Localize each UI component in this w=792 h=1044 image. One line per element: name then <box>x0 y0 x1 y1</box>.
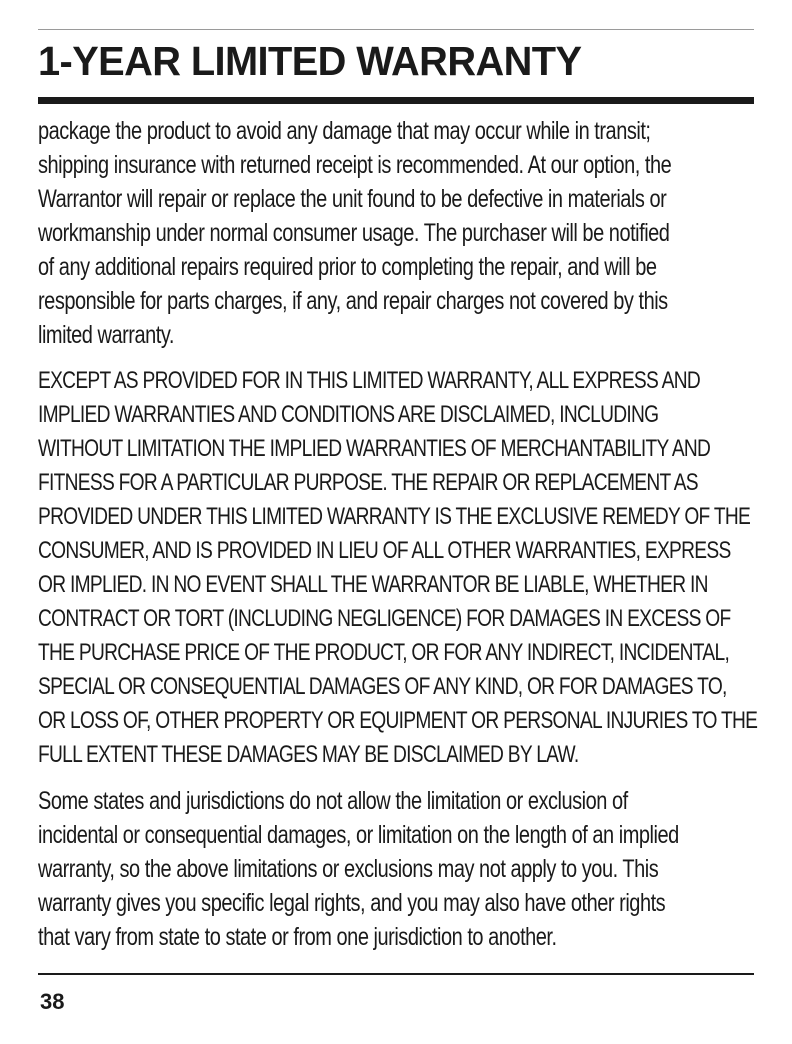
warranty-body <box>38 114 758 954</box>
page-title: 1-YEAR LIMITED WARRANTY <box>38 38 582 84</box>
text-line: warranty, so the above limitations or exclusions may not apply to you. This <box>38 855 659 883</box>
text-line: SPECIAL OR CONSEQUENTIAL DAMAGES OF ANY KIND, OR FOR DAMAGES TO, <box>38 673 727 700</box>
text-line: that vary from state to state or from one jurisdiction to another. <box>38 923 557 951</box>
footer-divider <box>38 973 754 975</box>
paragraph-state-rights <box>38 784 754 954</box>
text-line: FULL EXTENT THESE DAMAGES MAY BE DISCLAIMED BY LAW. <box>38 741 579 768</box>
text-line: Some states and jurisdictions do not allow the limitation or exclusion of <box>38 787 628 815</box>
page-number: 38 <box>40 989 65 1014</box>
text-line: shipping insurance with returned receipt is recommended. At our option, the <box>38 151 672 179</box>
text-line: limited warranty. <box>38 321 174 349</box>
text-line: responsible for parts charges, if any, and repair charges not covered by this <box>38 287 668 315</box>
text-line: of any additional repairs required prior to completing the repair, and will be <box>38 253 657 281</box>
text-line: package the product to avoid any damage that may occur while in transit; <box>38 117 651 145</box>
text-line: Warrantor will repair or replace the unit found to be defective in materials or <box>38 185 667 213</box>
text-line: workmanship under normal consumer usage. The purchaser will be notified <box>38 219 670 247</box>
top-divider <box>38 29 754 30</box>
text-line: OR LOSS OF, OTHER PROPERTY OR EQUIPMENT OR PERSONAL INJURIES TO THE <box>38 707 758 734</box>
text-line: warranty gives you specific legal rights, and you may also have other rights <box>38 889 666 917</box>
text-line: OR IMPLIED. IN NO EVENT SHALL THE WARRANTOR BE LIABLE, WHETHER IN <box>38 571 708 598</box>
text-line: CONTRACT OR TORT (INCLUDING NEGLIGENCE) FOR DAMAGES IN EXCESS OF <box>38 605 731 632</box>
paragraph-disclaimer <box>38 364 758 772</box>
text-line: IMPLIED WARRANTIES AND CONDITIONS ARE DISCLAIMED, INCLUDING <box>38 401 659 428</box>
title-divider <box>38 97 754 104</box>
paragraph-return-policy <box>38 114 754 352</box>
text-line: THE PURCHASE PRICE OF THE PRODUCT, OR FOR ANY INDIRECT, INCIDENTAL, <box>38 639 730 666</box>
text-line: FITNESS FOR A PARTICULAR PURPOSE. THE REPAIR OR REPLACEMENT AS <box>38 469 698 496</box>
text-line: incidental or consequential damages, or limitation on the length of an implied <box>38 821 679 849</box>
text-line: EXCEPT AS PROVIDED FOR IN THIS LIMITED WARRANTY, ALL EXPRESS AND <box>38 367 701 394</box>
text-line: WITHOUT LIMITATION THE IMPLIED WARRANTIES OF MERCHANTABILITY AND <box>38 435 711 462</box>
text-line: PROVIDED UNDER THIS LIMITED WARRANTY IS THE EXCLUSIVE REMEDY OF THE <box>38 503 751 530</box>
text-line: CONSUMER, AND IS PROVIDED IN LIEU OF ALL OTHER WARRANTIES, EXPRESS <box>38 537 731 564</box>
